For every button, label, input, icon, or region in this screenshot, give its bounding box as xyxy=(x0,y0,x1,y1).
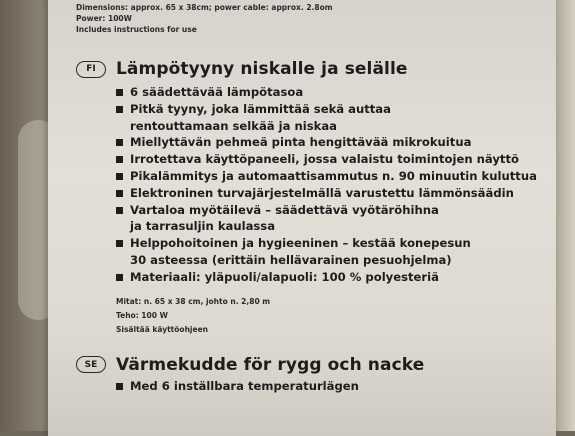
list-item-continuation: ja tarrasuljin kaulassa xyxy=(130,219,276,234)
list-item-continuation: 30 asteessa (erittäin hellävarainen pesuohjelma) xyxy=(130,252,452,267)
spec-line: Sisältää käyttöohjeen xyxy=(116,324,208,334)
list-item: Materiaali: yläpuoli/alapuoli: 100 % polyesteriä xyxy=(116,270,545,285)
heading-row-fi xyxy=(76,59,545,79)
list-item: Helppohoitoinen ja hygieeninen – kestää konepesun xyxy=(116,236,545,251)
feature-list-se xyxy=(76,379,545,394)
section-title-se: Värmekudde för rygg och nacke xyxy=(116,354,425,375)
spec-line: Mitat: n. 65 x 38 cm, johto n. 2,80 m xyxy=(116,296,271,306)
list-item: Med 6 inställbara temperaturlägen xyxy=(116,379,545,394)
list-item: Irrotettava käyttöpaneeli, jossa valaistu toimintojen näyttö xyxy=(116,152,545,167)
section-title-fi: Lämpötyyny niskalle ja selälle xyxy=(116,59,408,79)
section-finnish xyxy=(76,59,545,337)
list-item: Pikalämmitys ja automaattisammutus n. 90 minuutin kuluttua xyxy=(116,169,545,184)
heading-row-se xyxy=(76,355,545,375)
spec-line: Power: 100W xyxy=(76,14,132,23)
specs-fi xyxy=(76,295,545,337)
label-text-block xyxy=(76,0,545,395)
section-swedish xyxy=(76,355,545,394)
language-badge-fi: FI xyxy=(76,61,106,78)
spec-line: Teho: 100 W xyxy=(116,310,168,320)
list-item-continuation: rentouttamaan selkää ja niskaa xyxy=(130,118,337,133)
spec-line: Dimensions: approx. 65 x 38cm; power cable: approx. 2.8om xyxy=(76,3,333,12)
list-item: Miellyttävän pehmeä pinta hengittävää mikrokuitua xyxy=(116,135,545,150)
list-item: Vartaloa myötäilevä – säädettävä vyötäröhihna xyxy=(116,203,545,218)
feature-list-fi xyxy=(76,85,545,285)
list-item: Pitkä tyyny, joka lämmittää sekä auttaa xyxy=(116,102,545,117)
language-badge-se: SE xyxy=(76,356,106,373)
spec-line: Includes instructions for use xyxy=(76,25,197,34)
list-item: Elektroninen turvajärjestelmällä varustettu lämmönsäädin xyxy=(116,186,545,201)
list-item: 6 säädettävää lämpötasoa xyxy=(116,85,545,100)
english-specs xyxy=(76,2,545,35)
